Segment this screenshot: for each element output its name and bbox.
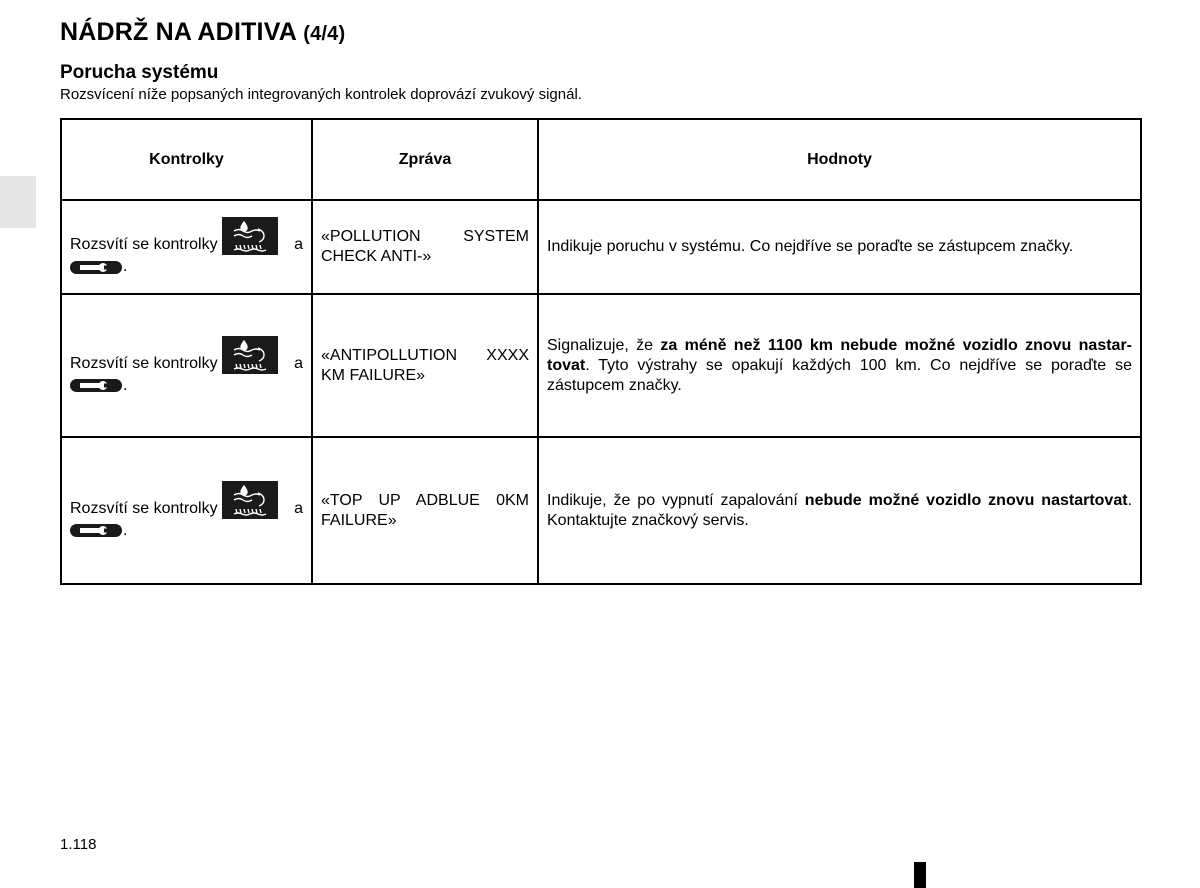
page-title-suffix: (4/4) — [303, 23, 346, 45]
page-title-text: NÁDRŽ NA ADITIVA — [60, 18, 297, 46]
table-row — [61, 437, 1141, 584]
warning-table — [60, 118, 1142, 585]
message-text: «POLLUTION SYSTEM CHECK ANTI-» — [321, 228, 529, 265]
adblue-warning-icon — [222, 481, 278, 519]
value-emphasis: za méně než 1100 km nebude možné vozidlo znovu nastartovat — [547, 336, 1132, 374]
cell-kontrolky — [61, 437, 312, 584]
header-kontrolky: Kontrolky — [61, 119, 312, 200]
value-part: Indikuje poruchu v systému. Co nejdříve se poraďte se zástupcem značky. — [547, 238, 1074, 255]
cell-zprava — [312, 294, 538, 437]
conjunction: a — [294, 236, 303, 253]
value-text — [547, 336, 1132, 396]
adblue-warning-icon — [222, 336, 278, 374]
cell-kontrolky — [61, 200, 312, 294]
table-header-row — [61, 119, 1141, 200]
cell-zprava — [312, 437, 538, 584]
page-number: 1.118 — [60, 836, 97, 853]
wrench-service-icon — [70, 261, 122, 274]
header-hodnoty: Hodnoty — [538, 119, 1141, 200]
cell-hodnoty — [538, 200, 1141, 294]
value-part: . Kontaktujte značkový servis. — [547, 491, 1133, 529]
wrench-service-icon — [70, 379, 122, 392]
value-text — [547, 491, 1132, 531]
adblue-warning-icon — [222, 217, 278, 255]
table-row — [61, 200, 1141, 294]
cell-kontrolky — [61, 294, 312, 437]
section-intro: Rozsvícení níže popsaných integrovaných kontrolek doprovází zvukový signál. — [60, 86, 582, 103]
page-title — [60, 18, 345, 47]
header-zprava: Zpráva — [312, 119, 538, 200]
wrench-service-icon — [70, 524, 122, 537]
message-text: «ANTIPOLLUTION XXXX KM FAILURE» — [321, 346, 529, 384]
cell-hodnoty — [538, 437, 1141, 584]
control-end: . — [123, 258, 128, 275]
conjunction: a — [294, 499, 303, 517]
section-heading: Porucha systému — [60, 62, 219, 83]
message-text: «TOP UP ADBLUE 0KM FAILURE» — [321, 491, 529, 529]
chapter-tab-marker — [0, 176, 36, 228]
control-end: . — [123, 376, 128, 394]
value-part: . Tyto výstrahy se opakují každých 100 km. Co nejdříve se poraďte se zástupcem značky. — [547, 356, 1132, 394]
control-label: Rozsvítí se kontrolky — [70, 499, 218, 517]
table-row — [61, 294, 1141, 437]
value-part: Indikuje, že po vypnutí zapalování — [547, 491, 805, 509]
value-text — [547, 237, 1132, 257]
cell-hodnoty — [538, 294, 1141, 437]
control-end: . — [123, 521, 128, 539]
value-emphasis: nebude možné vozidlo znovu nastartovat — [804, 491, 1128, 509]
cell-zprava — [312, 200, 538, 294]
control-label: Rozsvítí se kontrolky — [70, 236, 218, 253]
control-label: Rozsvítí se kontrolky — [70, 354, 218, 372]
value-part: Signalizuje, že — [547, 336, 661, 354]
page-edge-marker — [914, 862, 926, 888]
conjunction: a — [294, 354, 303, 372]
